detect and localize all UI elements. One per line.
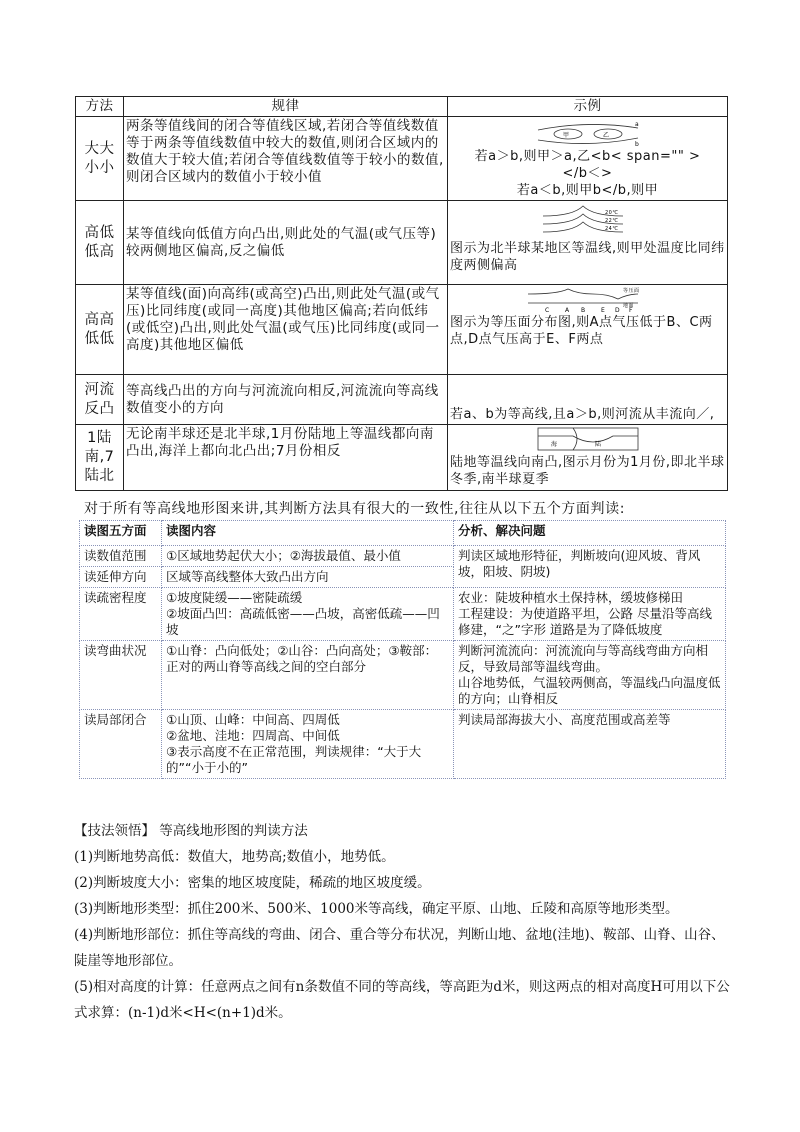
- fig-label: B: [580, 307, 586, 314]
- table-row: [76, 375, 728, 425]
- isotherm-figure: [533, 202, 643, 240]
- fig-label: F: [628, 307, 633, 314]
- aspects-header-row: [80, 521, 726, 546]
- tip-item: (5)相对高度的计算：任意两点之间有n条数值不同的等高线，等高距为d米，则这两点的相对高度H可用以下公式求算：(n-1)d米<H<(n+1)d米。: [74, 979, 730, 1021]
- aspect-cell: 读疏密程度: [80, 588, 162, 641]
- content-cell: [162, 641, 454, 710]
- rule-cell: 无论南半球还是北半球,1月份陆地上等温线都向南凸出,海洋上都向北凸出;7月份相反: [124, 425, 448, 491]
- analysis-line: 判读区域地形特征，判断坡向(迎风坡、背风坡，阳坡、阴坡): [458, 548, 701, 579]
- table-row: [76, 201, 728, 285]
- example-line: 若a＜b,则甲b</b,则甲: [516, 183, 659, 198]
- fig-label: 等压面: [622, 288, 640, 294]
- table-row: [80, 641, 726, 710]
- header-rule: 规律: [124, 97, 448, 117]
- method-cell: 高高低低: [76, 285, 124, 375]
- content-line: 区域等高线整体大致凸出方向: [166, 569, 329, 584]
- example-text: 陆地等温线向南凸,图示月份为1月份,即北半球冬季,南半球夏季: [450, 455, 725, 487]
- land-sea-figure: [533, 426, 643, 454]
- content-line: ②盆地、洼地：四周高、中间低: [166, 728, 340, 743]
- content-cell: [162, 588, 454, 641]
- content-line: ①山脊：凸向低处；②山谷：凸向高处；③鞍部：正对的两山脊等高线之间的空白部分: [166, 643, 438, 674]
- header-content: 读图内容: [162, 521, 454, 546]
- content-line: ③表示高度不在正常范围，判读规律：“大于大的”“小于小的”: [166, 744, 422, 775]
- example-line: </b＜>: [562, 166, 613, 181]
- analysis-cell: [454, 710, 726, 779]
- tip-item: (1)判断地势高低：数值大，地势高;数值小，地势低。: [74, 849, 395, 865]
- fig-label: 陆: [594, 441, 602, 448]
- analysis-cell: [454, 641, 726, 710]
- rule-cell: 某等值线(面)向高纬(或高空)凸出,则此处气温(或气压)比同纬度(或同一高度)其他地区偏高;若向低纬(或低空)凸出,则此处气温(或气压)比同纬度(或同一高度)其他地区偏低: [124, 285, 448, 375]
- example-text: 图示为北半球某地区等温线,则甲处温度比同纬度两侧偏高: [450, 241, 725, 273]
- example-cell: [448, 425, 728, 491]
- fig-label: 地面: [622, 303, 634, 309]
- isobaric-figure: [523, 286, 653, 314]
- header-aspect: 读图五方面: [80, 521, 162, 546]
- analysis-line: 工程建设：为使道路平坦，公路 尽量沿等高线修建，“之”字形 道路是为了降低坡度: [458, 606, 712, 637]
- header-method: 方法: [76, 97, 124, 117]
- example-cell: [448, 117, 728, 201]
- rule-cell: 等高线凸出的方向与河流流向相反,河流流向等高线数值变小的方向: [124, 375, 448, 425]
- fig-label: 22℃: [604, 218, 618, 224]
- aspect-cell: 读局部闭合: [80, 710, 162, 779]
- example-cell: [448, 285, 728, 375]
- methods-header-row: [76, 97, 728, 117]
- fig-label: 24℃: [604, 226, 618, 232]
- example-cell: [448, 201, 728, 285]
- analysis-line: 山谷地势低，气温较两侧高，等温线凸向温度低的方向；山脊相反: [458, 675, 721, 706]
- rule-cell: 某等值线向低值方向凸出,则此处的气温(或气压等)较两侧地区偏高,反之偏低: [124, 201, 448, 285]
- tip-item: (2)判断坡度大小：密集的地区坡度陡，稀疏的地区坡度缓。: [74, 875, 431, 891]
- summary-text: 对于所有等高线地形图来讲,其判断方法具有很大的一致性,往往从以下五个方面判读:: [84, 501, 626, 517]
- content-cell: [162, 710, 454, 779]
- content-line: ②坡面凸凹：高疏低密——凸坡，高密低疏——凹坡: [166, 606, 440, 637]
- content-line: ①坡度陡缓——密陡疏缓: [166, 590, 303, 605]
- fig-label: E: [600, 307, 605, 314]
- tip-item: (3)判断地形类型：抓住200米、500米、1000米等高线，确定平原、山地、丘陵和高原等地形类型。: [74, 901, 679, 917]
- fig-label: D: [614, 307, 620, 314]
- table-row: [76, 117, 728, 201]
- aspect-cell: 读数值范围: [80, 546, 162, 567]
- fig-label: A: [564, 307, 570, 314]
- header-analysis: 分析、解决问题: [454, 521, 726, 546]
- analysis-cell: [454, 546, 726, 588]
- example-line: 若a＞b,则甲＞a,乙<b< span="" >: [474, 149, 701, 164]
- table-row: [80, 588, 726, 641]
- fig-label: 海: [550, 441, 558, 448]
- table-row: [80, 710, 726, 779]
- fig-label: a: [634, 121, 639, 128]
- methods-table: [75, 96, 728, 491]
- tip-item: (4)判断地形部位：抓住等高线的弯曲、闭合、重合等分布状况，判断山地、盆地(洼地)、鞍部、山脊、山谷、陡崖等地形部位。: [74, 927, 725, 969]
- reading-aspects-table: [79, 520, 726, 779]
- header-example: 示例: [448, 97, 728, 117]
- content-cell: [162, 567, 454, 588]
- fig-label: 20℃: [604, 210, 618, 216]
- method-cell: 1陆南,7陆北: [76, 425, 124, 491]
- table-row: [76, 285, 728, 375]
- analysis-line: 判读局部海拔大小、高度范围或高差等: [458, 712, 671, 727]
- content-line: ①区域地势起伏大小；②海拔最值、最小值: [166, 548, 401, 563]
- fig-label: C: [544, 307, 550, 314]
- analysis-line: 判断河流流向：河流流向与等高线弯曲方向相反，导致局部等温线弯曲。: [458, 643, 709, 674]
- aspect-cell: 读延伸方向: [80, 567, 162, 588]
- method-cell: 高低低高: [76, 201, 124, 285]
- analysis-line: 农业：陡坡种植水土保持林，缓坡修梯田: [458, 590, 684, 605]
- table-row: [76, 425, 728, 491]
- aspect-cell: 读弯曲状况: [80, 641, 162, 710]
- rule-cell: 两条等值线间的闭合等值线区域,若闭合等值线数值等于两条等值线数值中较大的数值,则闭合区域内的数值大于较大值;若闭合等值线数值等于较小的数值,则闭合区域内的数值小于较小值: [124, 117, 448, 201]
- method-cell: 大大小小: [76, 117, 124, 201]
- content-cell: [162, 546, 454, 567]
- tips-title: 【技法领悟】 等高线地形图的判读方法: [74, 823, 308, 839]
- closed-contour-figure: [533, 118, 643, 148]
- example-text: 图示为等压面分布图,则A点气压低于B、C两点,D点气压高于E、F两点: [450, 315, 713, 347]
- table-row: [80, 546, 726, 567]
- fig-label: b: [634, 141, 639, 148]
- analysis-cell: [454, 588, 726, 641]
- fig-label: 乙: [602, 132, 610, 139]
- fig-label: 甲: [562, 132, 570, 139]
- example-cell: 若a、b为等高线,且a＞b,则河流从丰流向／,: [448, 375, 728, 425]
- content-line: ①山顶、山峰：中间高、四周低: [166, 712, 340, 727]
- method-cell: 河流反凸: [76, 375, 124, 425]
